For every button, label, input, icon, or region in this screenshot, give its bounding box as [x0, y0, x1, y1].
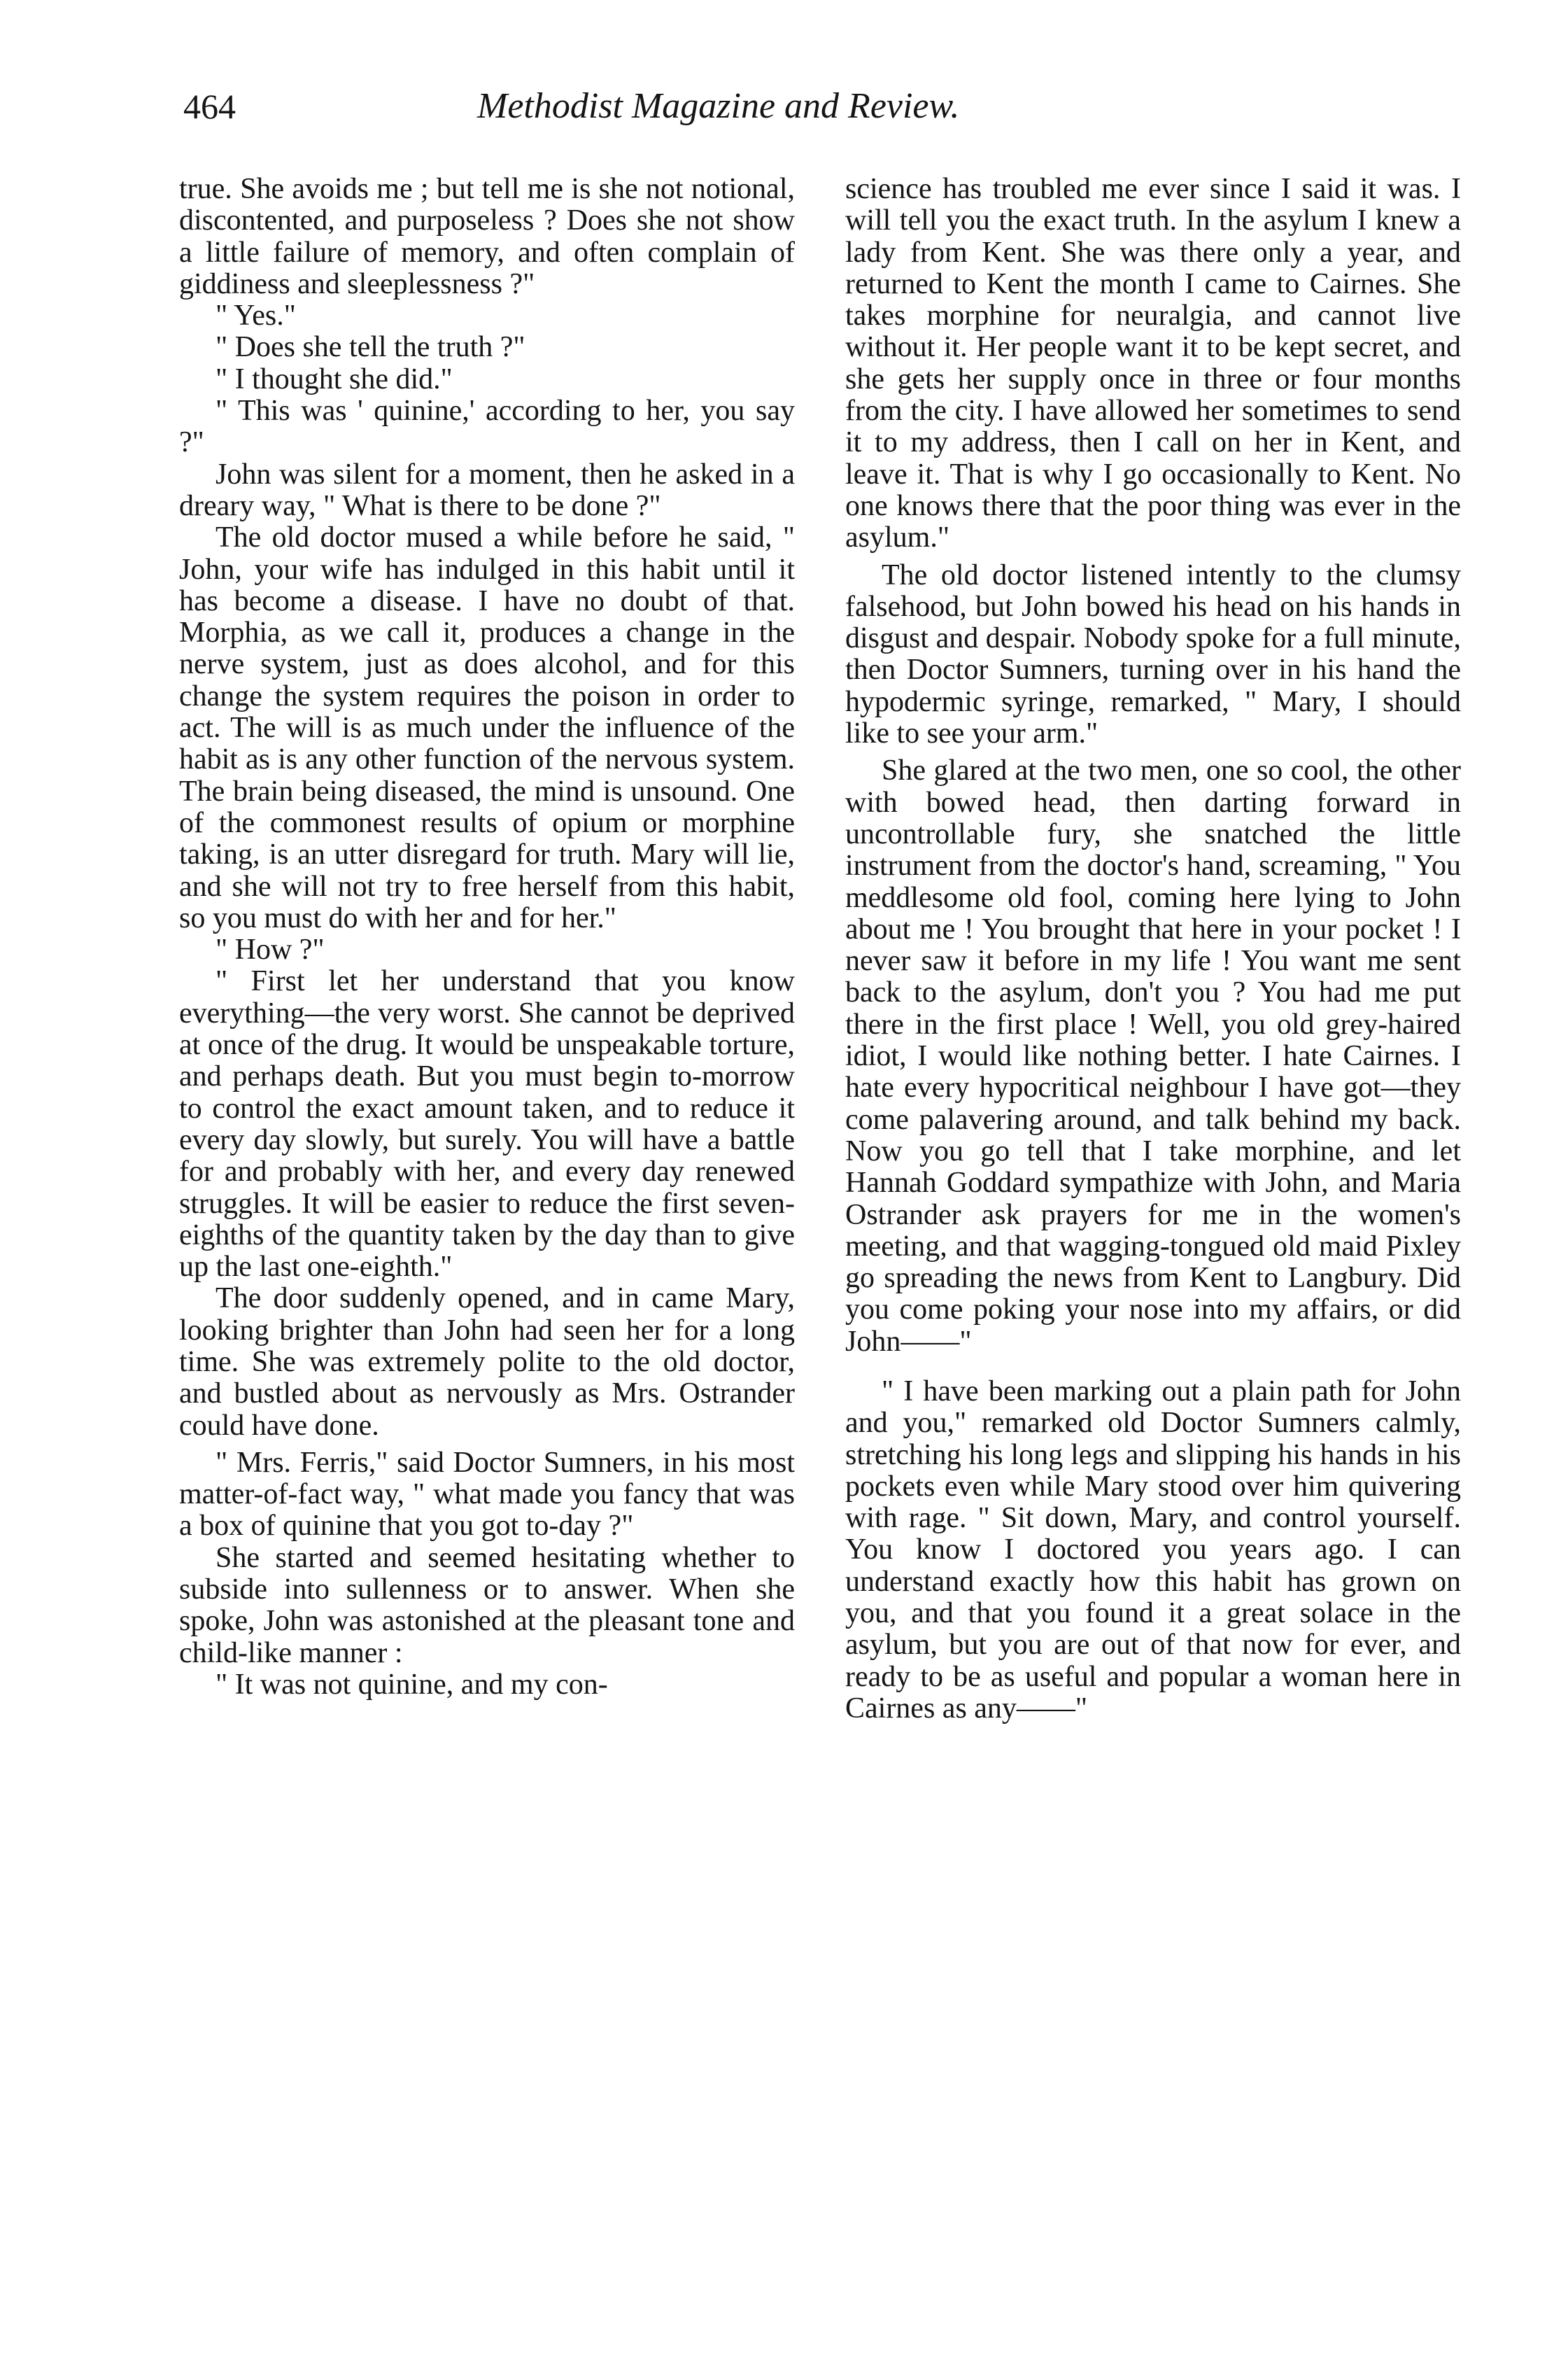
paragraph: The old doctor listened intently to the clumsy falsehood, but John bowed his head on his hands in disgust and despair. Nobody spoke for a full minute, then Doctor Sumners, turning over in his hand the hypodermic syringe, remarked, " Mary, I should like to see your arm." — [845, 559, 1461, 750]
paragraph: " First let her understand that you know everything—the very worst. She cannot be deprived at once of the drug. It would be unspeakable torture, and perhaps death. But you must begin to-morrow to control the exact amount taken, and to reduce it every day slowly, but surely. You will have a battle for and probably with her, and every day renewed struggles. It will be easier to reduce the first seven-eighths of the quantity taken by the day than to give up the last one-eighth." — [179, 965, 795, 1284]
paragraph: " This was ' quinine,' according to her, you say ?" — [179, 395, 795, 459]
paragraph: " I have been marking out a plain path for John and you," remarked old Doctor Sumners calmly, stretching his long legs and slipping his hands in his pockets even while Mary stood over him quivering with rage. " Sit down, Mary, and control yourself. You know I doctored you years ago. I can understand exactly how this habit has grown on you, and that you found it a great solace in the asylum, but you are out of that now for ever, and ready to be as useful and popular a woman here in Cairnes as any——" — [845, 1375, 1461, 1725]
page-number: 464 — [183, 87, 236, 126]
paragraph: science has troubled me ever since I said it was. I will tell you the exact truth. In the asylum I knew a lady from Kent. She was there only a year, and returned to Kent the month I came to Cairnes. She takes morphine for neuralgia, and cannot live without it. Her people want it to be kept secret, and she gets her supply once in three or four months from the city. I have allowed her sometimes to send it to my address, then I call on her in Kent, and leave it. That is why I go occasionally to Kent. No one knows there that the poor thing was ever in the asylum." — [845, 173, 1461, 554]
paragraph: She started and seemed hesitating whether to subside into sullenness or to answer. When she spoke, John was astonished at the pleasant tone and child-like manner : — [179, 1541, 795, 1669]
paragraph: " Mrs. Ferris," said Doctor Sumners, in his most matter-of-fact way, " what made you fancy that was a box of quinine that you got to-day ?" — [179, 1446, 795, 1543]
running-title: Methodist Magazine and Review. — [477, 86, 960, 126]
paragraph: " It was not quinine, and my con- — [216, 1668, 608, 1701]
right-column — [845, 174, 1461, 1725]
paragraph: John was silent for a moment, then he asked in a dreary way, " What is there to be done ?" — [179, 458, 795, 522]
paragraph: true. She avoids me ; but tell me is she not notional, discontented, and purposeless ? Does she not show a little failure of memory, and often complain of giddiness and sleeplessness ?" — [179, 173, 795, 300]
left-column — [179, 174, 795, 1701]
paragraph: " Does she tell the truth ?" — [216, 331, 525, 364]
paragraph: " I thought she did." — [216, 363, 453, 395]
paragraph: The old doctor mused a while before he said, " John, your wife has indulged in this habit until it has become a disease. I have no doubt of that. Morphia, as we call it, produces a change in the nerve system, just as does alcohol, and for this change the system requires the poison in order to act. The will is as much under the influence of the habit as is any other function of the nervous system. The brain being diseased, the mind is unsound. One of the commonest results of opium or morphine taking, is an utter disregard for truth. Mary will lie, and she will not try to free herself from this habit, so you must do with her and for her." — [179, 521, 795, 934]
paragraph: " Yes." — [216, 300, 296, 332]
paragraph: " How ?" — [216, 934, 325, 967]
paragraph: The door suddenly opened, and in came Mary, looking brighter than John had seen her for a long time. She was extremely polite to the old doctor, and bustled about as nervously as Mrs. Ostrander could have done. — [179, 1282, 795, 1442]
paragraph: She glared at the two men, one so cool, the other with bowed head, then darting forward in uncontrollable fury, she snatched the little instrument from the doctor's hand, screaming, " You meddlesome old fool, coming here lying to John about me ! You brought that here in your pocket ! I never saw it before in my life ! You want me sent back to the asylum, don't you ? You had me put there in the first place ! Well, you old grey-haired idiot, I would like nothing better. I hate Cairnes. I hate every hypocritical neighbour I have got—they come palavering around, and talk behind my back. Now you go tell that I take morphine, and let Hannah Goddard sympathize with John, and Maria Ostrander ask prayers for me in the women's meeting, and that wagging-tongued old maid Pixley go spreading the news from Kent to Langbury. Did you come poking your nose into my affairs, or did John——" — [845, 754, 1461, 1358]
page-header — [183, 85, 1156, 134]
